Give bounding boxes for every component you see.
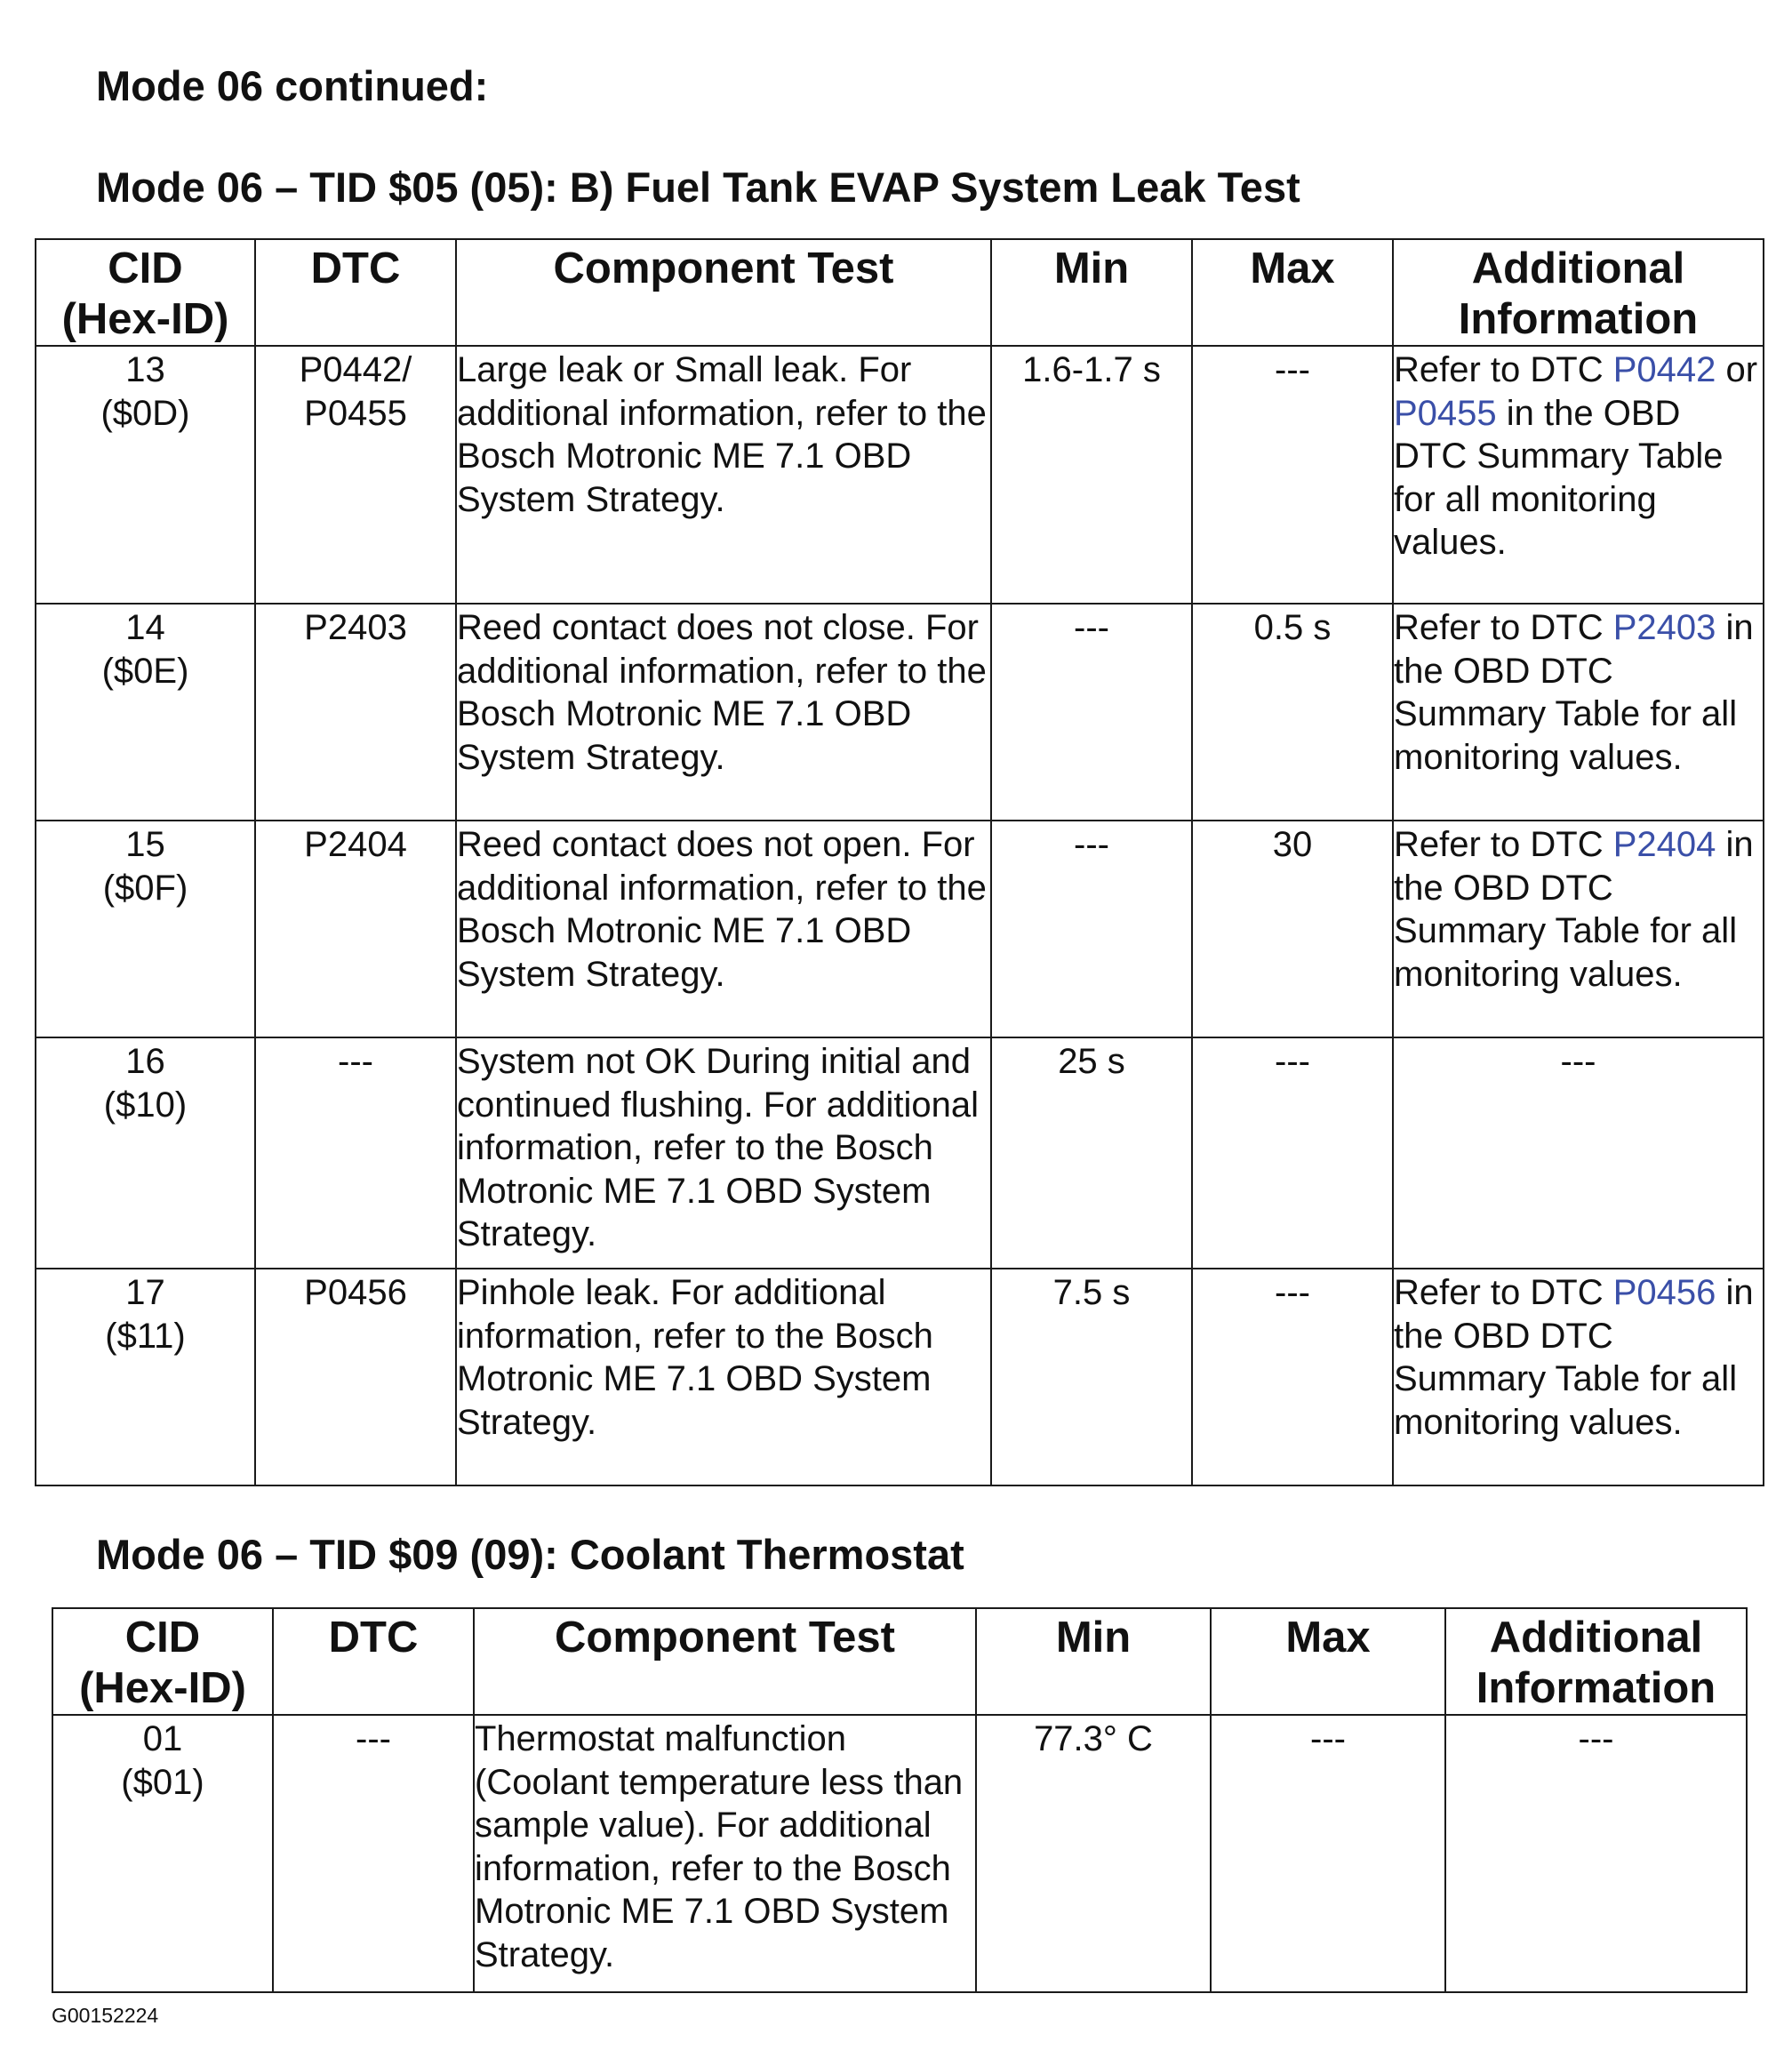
component-test-cell: Thermostat malfunction (Coolant temperature less than sample value). For additional information, refer to the Bosch Motronic ME 7.1 OBD System Strategy.	[474, 1715, 976, 1992]
column-header-component-test: Component Test	[474, 1608, 976, 1715]
info-text: Refer to DTC	[1394, 825, 1604, 864]
dtc-reference-link[interactable]: P0442	[1612, 350, 1716, 389]
column-header-info-line1: Additional	[1489, 1614, 1703, 1662]
figure-id: G00152224	[52, 2004, 159, 2027]
info-text: in the OBD DTC Summary Table for all monitoring values.	[1394, 825, 1754, 994]
min-cell: 77.3° C	[976, 1715, 1211, 1992]
hex-id-value: ($11)	[105, 1316, 186, 1356]
cid-value: 01	[142, 1719, 183, 1758]
additional-information-cell	[1393, 604, 1764, 821]
column-header-cid-line1: CID	[124, 1614, 201, 1662]
min-cell: 1.6-1.7 s	[991, 346, 1192, 604]
section-heading-continued: Mode 06 continued:	[96, 62, 489, 109]
table-row	[36, 1037, 1764, 1269]
cid-cell	[36, 1269, 255, 1485]
dtc-reference-link[interactable]: P0455	[1394, 393, 1497, 433]
dtc-value-line1: P0442/	[299, 350, 412, 389]
column-header-info-line1: Additional	[1471, 244, 1685, 292]
min-cell: ---	[991, 604, 1192, 821]
column-header-additional-information	[1393, 239, 1764, 346]
cid-cell	[36, 821, 255, 1037]
coolant-thermostat-table	[52, 1607, 1748, 1993]
component-test-cell: Pinhole leak. For additional information, refer to the Bosch Motronic ME 7.1 OBD System Strategy.	[456, 1269, 991, 1485]
dtc-reference-link[interactable]: P2404	[1612, 825, 1716, 864]
column-header-max: Max	[1192, 239, 1393, 346]
table-row	[52, 1715, 1747, 1992]
table-row	[36, 1269, 1764, 1485]
hex-id-value: ($0F)	[102, 868, 188, 908]
cid-value: 14	[125, 608, 165, 647]
table-row	[36, 604, 1764, 821]
max-cell: 0.5 s	[1192, 604, 1393, 821]
min-cell: ---	[991, 821, 1192, 1037]
cid-cell	[36, 1037, 255, 1269]
component-test-cell: Large leak or Small leak. For additional information, refer to the Bosch Motronic ME 7.1 OBD System Strategy.	[456, 346, 991, 604]
table-header-row	[52, 1608, 1747, 1715]
column-header-dtc: DTC	[273, 1608, 474, 1715]
evap-leak-test-table	[35, 238, 1764, 1486]
dtc-cell: P2403	[255, 604, 456, 821]
dtc-cell: P2404	[255, 821, 456, 1037]
component-test-cell: Reed contact does not close. For additional information, refer to the Bosch Motronic ME 7.1 OBD System Strategy.	[456, 604, 991, 821]
dtc-value-line2: P0455	[304, 393, 407, 433]
table-header-row	[36, 239, 1764, 346]
column-header-min: Min	[991, 239, 1192, 346]
component-test-cell: Reed contact does not open. For additional information, refer to the Bosch Motronic ME 7.1 OBD System Strategy.	[456, 821, 991, 1037]
additional-information-cell: ---	[1445, 1715, 1747, 1992]
table-row	[36, 821, 1764, 1037]
dtc-cell: ---	[273, 1715, 474, 1992]
max-cell: ---	[1211, 1715, 1445, 1992]
dtc-cell: ---	[255, 1037, 456, 1269]
column-header-info-line2: Information	[1476, 1664, 1716, 1712]
max-cell: 30	[1192, 821, 1393, 1037]
info-text: in the OBD DTC Summary Table for all monitoring values.	[1394, 393, 1724, 562]
max-cell: ---	[1192, 346, 1393, 604]
info-text: Refer to DTC	[1394, 350, 1604, 389]
hex-id-value: ($0D)	[100, 393, 190, 433]
max-cell: ---	[1192, 1269, 1393, 1485]
column-header-cid-line1: CID	[108, 244, 183, 292]
section-heading-coolant-thermostat: Mode 06 – TID $09 (09): Coolant Thermostat	[96, 1531, 964, 1578]
cid-value: 13	[125, 350, 165, 389]
additional-information-cell	[1393, 346, 1764, 604]
additional-information-cell	[1393, 821, 1764, 1037]
min-cell: 7.5 s	[991, 1269, 1192, 1485]
column-header-info-line2: Information	[1458, 295, 1699, 343]
cid-cell	[52, 1715, 273, 1992]
hex-id-value: ($0E)	[101, 651, 189, 691]
component-test-cell: System not OK During initial and continued flushing. For additional information, refer to the Bosch Motronic ME 7.1 OBD System Strategy.	[456, 1037, 991, 1269]
dtc-reference-link[interactable]: P2403	[1612, 608, 1716, 647]
info-text: Refer to DTC	[1394, 1273, 1604, 1312]
column-header-cid-line2: (Hex-ID)	[79, 1664, 246, 1712]
info-text: or	[1725, 350, 1758, 389]
dtc-reference-link[interactable]: P0456	[1612, 1273, 1716, 1312]
additional-information-cell: ---	[1393, 1037, 1764, 1269]
cid-value: 15	[125, 825, 165, 864]
cid-value: 17	[125, 1273, 165, 1312]
column-header-dtc: DTC	[255, 239, 456, 346]
column-header-component-test: Component Test	[456, 239, 991, 346]
column-header-additional-information	[1445, 1608, 1747, 1715]
cid-cell	[36, 346, 255, 604]
column-header-cid	[52, 1608, 273, 1715]
column-header-cid-line2: (Hex-ID)	[61, 295, 229, 343]
info-text: Refer to DTC	[1394, 608, 1604, 647]
table-row	[36, 346, 1764, 604]
min-cell: 25 s	[991, 1037, 1192, 1269]
hex-id-value: ($01)	[121, 1762, 204, 1802]
column-header-cid	[36, 239, 255, 346]
additional-information-cell	[1393, 1269, 1764, 1485]
hex-id-value: ($10)	[103, 1085, 188, 1125]
info-text: in the OBD DTC Summary Table for all monitoring values.	[1394, 608, 1754, 777]
column-header-min: Min	[976, 1608, 1211, 1715]
dtc-cell	[255, 346, 456, 604]
section-heading-evap-leak-test: Mode 06 – TID $05 (05): B) Fuel Tank EVAP System Leak Test	[96, 164, 1300, 211]
dtc-cell: P0456	[255, 1269, 456, 1485]
cid-value: 16	[125, 1042, 165, 1081]
cid-cell	[36, 604, 255, 821]
max-cell: ---	[1192, 1037, 1393, 1269]
column-header-max: Max	[1211, 1608, 1445, 1715]
info-text: in the OBD DTC Summary Table for all monitoring values.	[1394, 1273, 1754, 1442]
